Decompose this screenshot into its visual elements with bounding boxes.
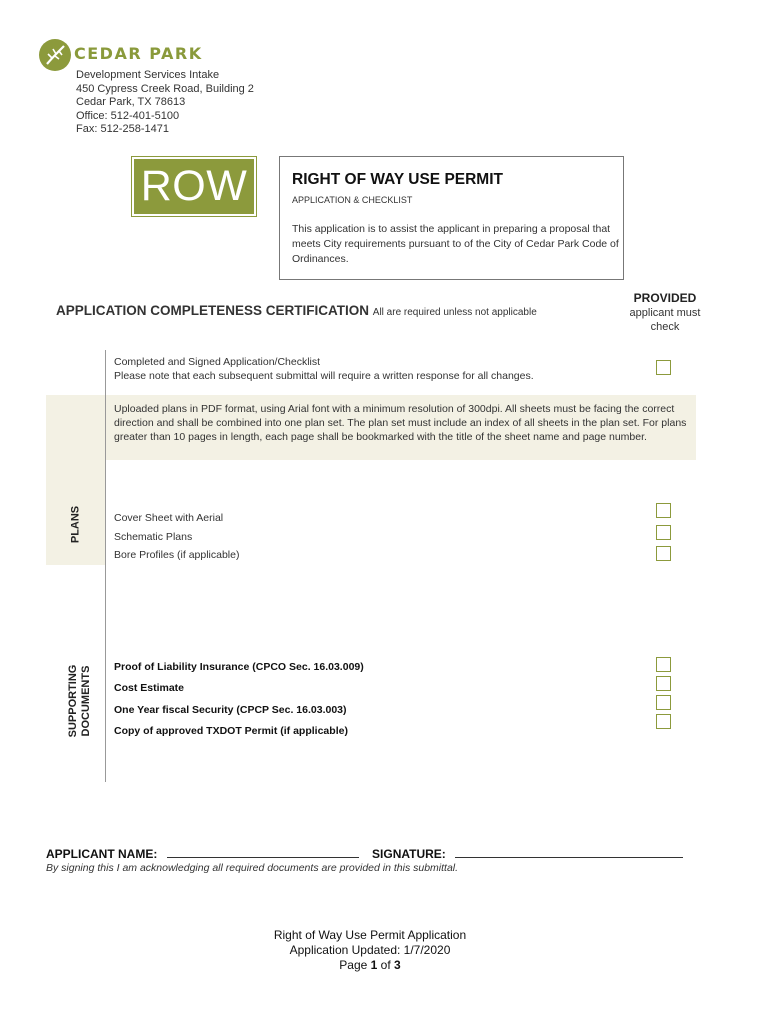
section-divider [105,350,106,782]
address-block [76,69,254,137]
signature-note: By signing this I am acknowledging all required documents are provided in this submittal. [46,862,459,874]
page-title: RIGHT OF WAY USE PERMIT [292,171,503,188]
plans-intro-text: Uploaded plans in PDF format, using Arial font with a minimum resolution of 300dpi. All sheets must be facing the correct direction and shall be combined into one plan set. The plan set must include an index of all sheets in the plan set. For plans greater than 10 pages in length, each page shall be bookmarked with the title of the sheet name and page number. [114,403,687,443]
page-current: 1 [370,958,378,972]
cedar-park-logo-icon [38,38,72,72]
address-line: Fax: 512-258-1471 [76,123,169,135]
logo-text: CEDAR PARK [74,44,203,63]
page-subtitle: APPLICATION & CHECKLIST [292,195,413,205]
supporting-label-line: SUPPORTING [67,664,79,738]
plans-checkbox[interactable] [656,503,671,518]
certification-heading [56,303,537,318]
address-line: 450 Cypress Creek Road, Building 2 [76,82,254,95]
supporting-checkbox[interactable] [656,657,671,672]
plans-section-label: PLANS [69,505,82,544]
provided-heading: PROVIDED [633,291,697,305]
address-line: Cedar Park, TX 78613 [76,96,186,108]
supporting-checkbox[interactable] [656,695,671,710]
plans-item: Schematic Plans [114,531,193,543]
signature-field[interactable] [455,846,683,858]
applicant-name-row [46,846,683,861]
page-footer [185,928,555,973]
row-badge: ROW [132,157,256,216]
general-requirement-text: Completed and Signed Application/Checklist Please note that each subsequent submittal will require a written response for all changes. [114,356,534,382]
certification-note: All are required unless not applicable [372,307,537,318]
provided-subtext: applicant must check [629,307,701,333]
page-mid: of [377,958,395,972]
supporting-checkbox[interactable] [656,676,671,691]
supporting-item: Cost Estimate [114,682,185,694]
title-box [279,156,624,280]
page-total: 3 [394,958,401,972]
plans-checkbox[interactable] [656,546,671,561]
certification-title: APPLICATION COMPLETENESS CERTIFICATION [56,303,370,318]
address-line: Office: 512-401-5100 [76,109,180,122]
applicant-name-label: APPLICANT NAME: [46,847,158,861]
plans-checkbox[interactable] [656,525,671,540]
applicant-name-field[interactable] [167,846,359,858]
footer-line: Application Updated: 1/7/2020 [289,943,451,957]
supporting-item: One Year fiscal Security (CPCP Sec. 16.03.003) [114,704,347,716]
supporting-label-line: DOCUMENTS [80,665,92,737]
page-prefix: Page [339,958,371,972]
address-line: Development Services Intake [76,69,220,81]
plans-item: Cover Sheet with Aerial [114,512,224,524]
supporting-checkbox[interactable] [656,714,671,729]
signature-label: SIGNATURE: [372,847,446,861]
supporting-section-label [67,661,93,741]
supporting-item: Copy of approved TXDOT Permit (if applicable) [114,725,348,737]
general-checkbox[interactable] [656,360,671,375]
plans-item: Bore Profiles (if applicable) [114,549,240,561]
page-number [185,958,555,973]
title-description: This application is to assist the applicant in preparing a proposal that meets City requirements pursuant to of the City of Cedar Park Code of Ordinances. [292,223,619,265]
footer-line: Right of Way Use Permit Application [273,928,467,942]
supporting-item: Proof of Liability Insurance (CPCO Sec. 16.03.009) [114,661,364,673]
